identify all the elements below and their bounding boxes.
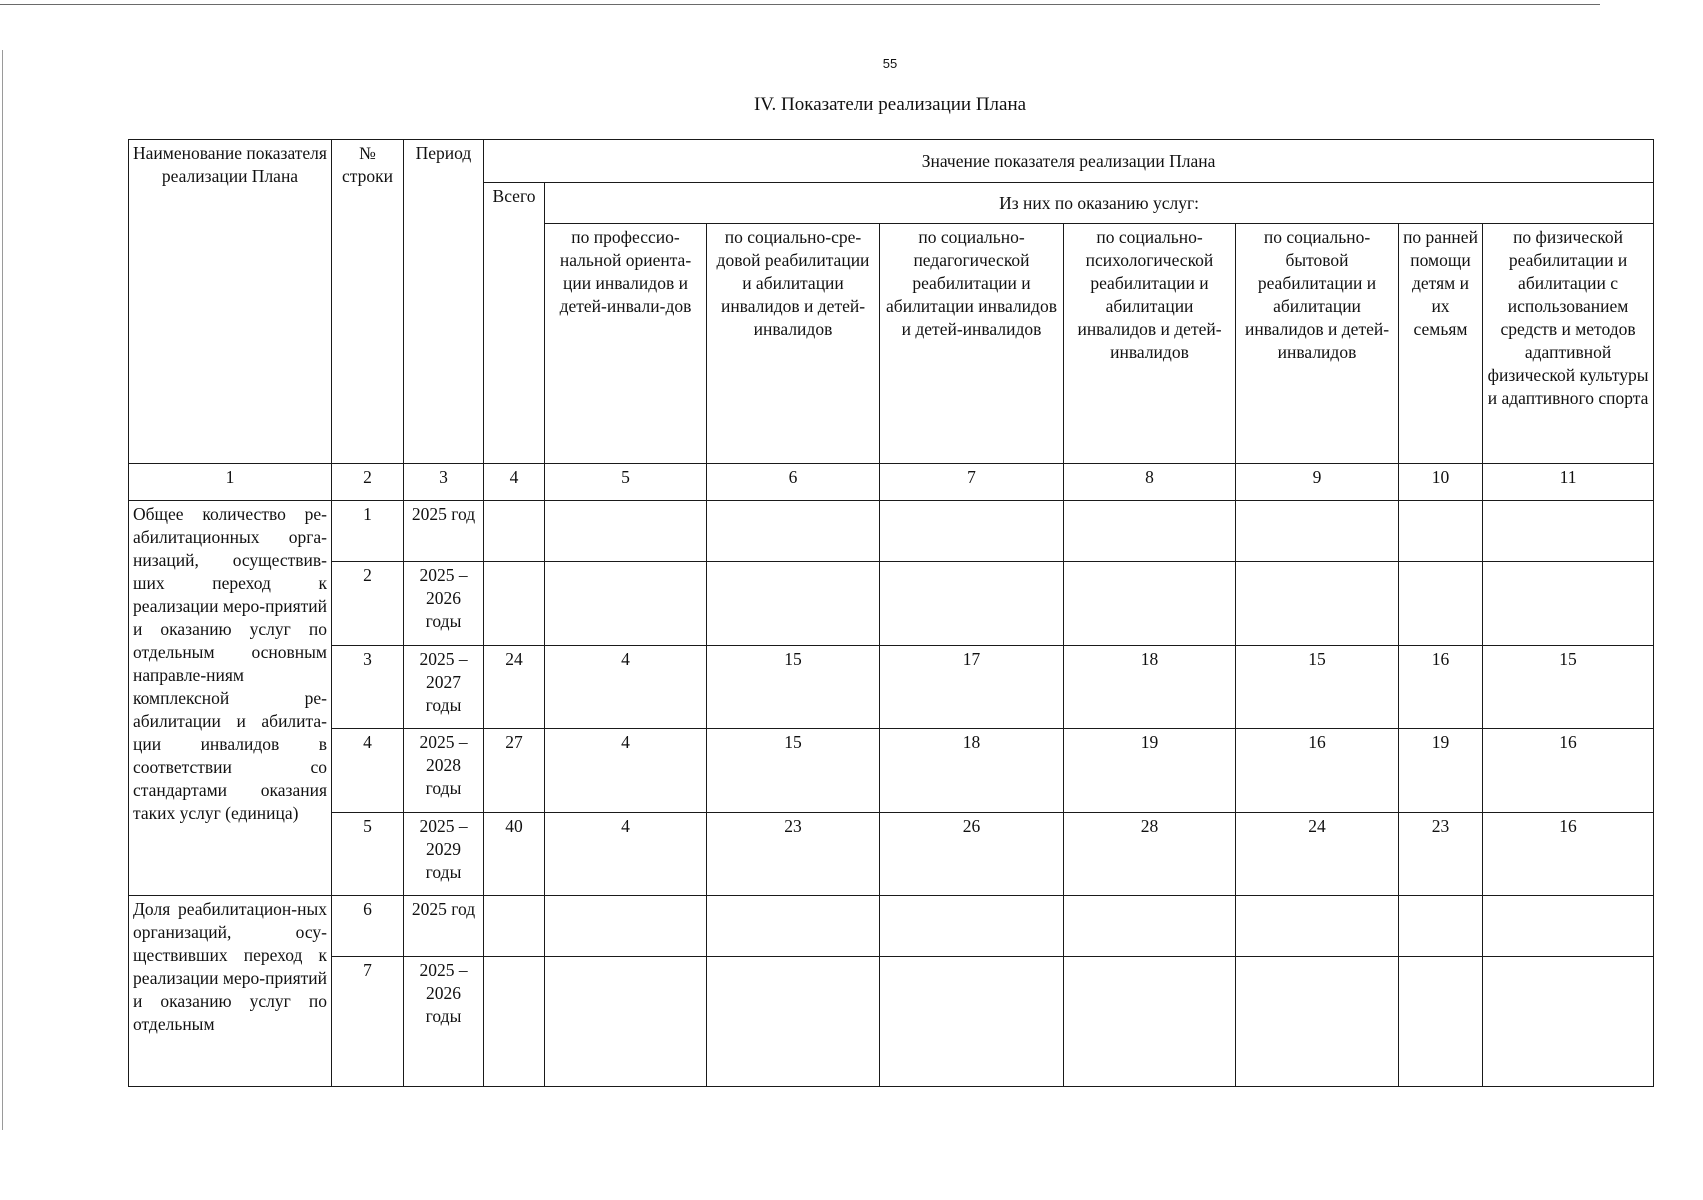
row-period: 2025 – 2026 годы (404, 562, 484, 645)
column-number: 2 (332, 464, 404, 501)
row-number: 4 (332, 729, 404, 812)
header-row-1 (129, 140, 1654, 183)
value-cell (545, 957, 707, 1087)
table-row (129, 645, 1654, 728)
column-number: 11 (1483, 464, 1654, 501)
table-row (129, 896, 1654, 957)
value-cell: 4 (545, 812, 707, 895)
indicator-name: Доля реабилитацион-ных организаций, осу-ществивших переход к реализации меро-приятий и оказанию услуг по отдельным (129, 896, 332, 1087)
column-number: 1 (129, 464, 332, 501)
value-cell (1483, 896, 1654, 957)
value-cell (1236, 957, 1399, 1087)
column-number: 10 (1399, 464, 1483, 501)
value-cell (1064, 501, 1236, 562)
value-cell (1399, 957, 1483, 1087)
value-cell: 23 (1399, 812, 1483, 895)
value-total (484, 562, 545, 645)
value-cell (545, 562, 707, 645)
value-cell (880, 562, 1064, 645)
value-total: 40 (484, 812, 545, 895)
header-service-social-domestic: по социально-бытовой реабилитации и абилитации инвалидов и детей-инвалидов (1236, 224, 1399, 464)
row-period: 2025 – 2029 годы (404, 812, 484, 895)
value-total: 24 (484, 645, 545, 728)
row-number: 1 (332, 501, 404, 562)
value-cell (545, 896, 707, 957)
scan-left-border (2, 50, 3, 1130)
indicator-name: Общее количество ре-абилитационных орга-низаций, осуществив-ших переход к реализации меро-приятий и оказанию услуг по отдельным основным направле-ниям комплексной ре-абилитации и абилита-ции инвалидов в соответствии со стандартами оказания таких услуг (единица) (129, 501, 332, 896)
value-total: 27 (484, 729, 545, 812)
value-cell (1399, 562, 1483, 645)
value-cell: 23 (707, 812, 880, 895)
column-number: 8 (1064, 464, 1236, 501)
row-period: 2025 год (404, 896, 484, 957)
value-cell: 16 (1483, 812, 1654, 895)
value-cell: 16 (1236, 729, 1399, 812)
row-period: 2025 – 2028 годы (404, 729, 484, 812)
value-cell (707, 957, 880, 1087)
page-number: 55 (882, 56, 898, 71)
header-service-physical: по физической реабилитации и абилитации с использованием средств и методов адаптивной физической культуры и адаптивного спорта (1483, 224, 1654, 464)
row-number: 7 (332, 957, 404, 1087)
header-service-social-pedagogical: по социально-педагогической реабилитации и абилитации инвалидов и детей-инвалидов (880, 224, 1064, 464)
column-numbers-row (129, 464, 1654, 501)
value-cell (1064, 896, 1236, 957)
table-row (129, 957, 1654, 1087)
value-cell (707, 562, 880, 645)
value-cell: 18 (880, 729, 1064, 812)
header-service-early-help: по ранней помощи детям и их семьям (1399, 224, 1483, 464)
value-cell: 18 (1064, 645, 1236, 728)
value-cell: 4 (545, 729, 707, 812)
value-cell (1399, 501, 1483, 562)
header-value-group: Значение показателя реализации Плана (484, 140, 1654, 183)
value-total (484, 957, 545, 1087)
table-row (129, 501, 1654, 562)
value-cell (880, 501, 1064, 562)
section-title: IV. Показатели реализации Плана (753, 94, 1027, 115)
value-cell (1483, 957, 1654, 1087)
indicators-table (128, 139, 1654, 1087)
value-cell (1236, 501, 1399, 562)
value-cell: 19 (1064, 729, 1236, 812)
value-cell (545, 501, 707, 562)
header-indicator-name: Наименование показателя реализации Плана (129, 140, 332, 464)
value-cell: 15 (1483, 645, 1654, 728)
row-period: 2025 год (404, 501, 484, 562)
column-number: 3 (404, 464, 484, 501)
value-cell: 19 (1399, 729, 1483, 812)
value-cell: 15 (707, 645, 880, 728)
value-total (484, 896, 545, 957)
value-cell (1236, 896, 1399, 957)
value-total (484, 501, 545, 562)
header-service-social-environmental: по социально-сре-довой реабилитации и абилитации инвалидов и детей-инвалидов (707, 224, 880, 464)
column-number: 4 (484, 464, 545, 501)
row-period: 2025 – 2026 годы (404, 957, 484, 1087)
header-row-number: № строки (332, 140, 404, 464)
header-service-social-psychological: по социально-психологической реабилитации и абилитации инвалидов и детей-инвалидов (1064, 224, 1236, 464)
column-number: 7 (880, 464, 1064, 501)
value-cell: 4 (545, 645, 707, 728)
scan-top-border (0, 4, 1600, 5)
header-services-group: Из них по оказанию услуг: (545, 183, 1654, 224)
value-cell (707, 501, 880, 562)
column-number: 9 (1236, 464, 1399, 501)
value-cell: 16 (1483, 729, 1654, 812)
column-number: 6 (707, 464, 880, 501)
row-period: 2025 – 2027 годы (404, 645, 484, 728)
value-cell (880, 896, 1064, 957)
row-number: 5 (332, 812, 404, 895)
value-cell: 26 (880, 812, 1064, 895)
header-total: Всего (484, 183, 545, 464)
value-cell (1483, 562, 1654, 645)
value-cell: 15 (1236, 645, 1399, 728)
value-cell: 24 (1236, 812, 1399, 895)
row-number: 3 (332, 645, 404, 728)
row-number: 6 (332, 896, 404, 957)
value-cell: 28 (1064, 812, 1236, 895)
column-number: 5 (545, 464, 707, 501)
value-cell: 15 (707, 729, 880, 812)
value-cell (1064, 562, 1236, 645)
value-cell (1236, 562, 1399, 645)
value-cell (1064, 957, 1236, 1087)
value-cell (1483, 501, 1654, 562)
header-period: Период (404, 140, 484, 464)
value-cell (880, 957, 1064, 1087)
table-row (129, 729, 1654, 812)
value-cell (707, 896, 880, 957)
table-row (129, 812, 1654, 895)
header-service-vocational: по профессио-нальной ориента-ции инвалидов и детей-инвали-дов (545, 224, 707, 464)
value-cell: 17 (880, 645, 1064, 728)
row-number: 2 (332, 562, 404, 645)
value-cell: 16 (1399, 645, 1483, 728)
value-cell (1399, 896, 1483, 957)
table-row (129, 562, 1654, 645)
